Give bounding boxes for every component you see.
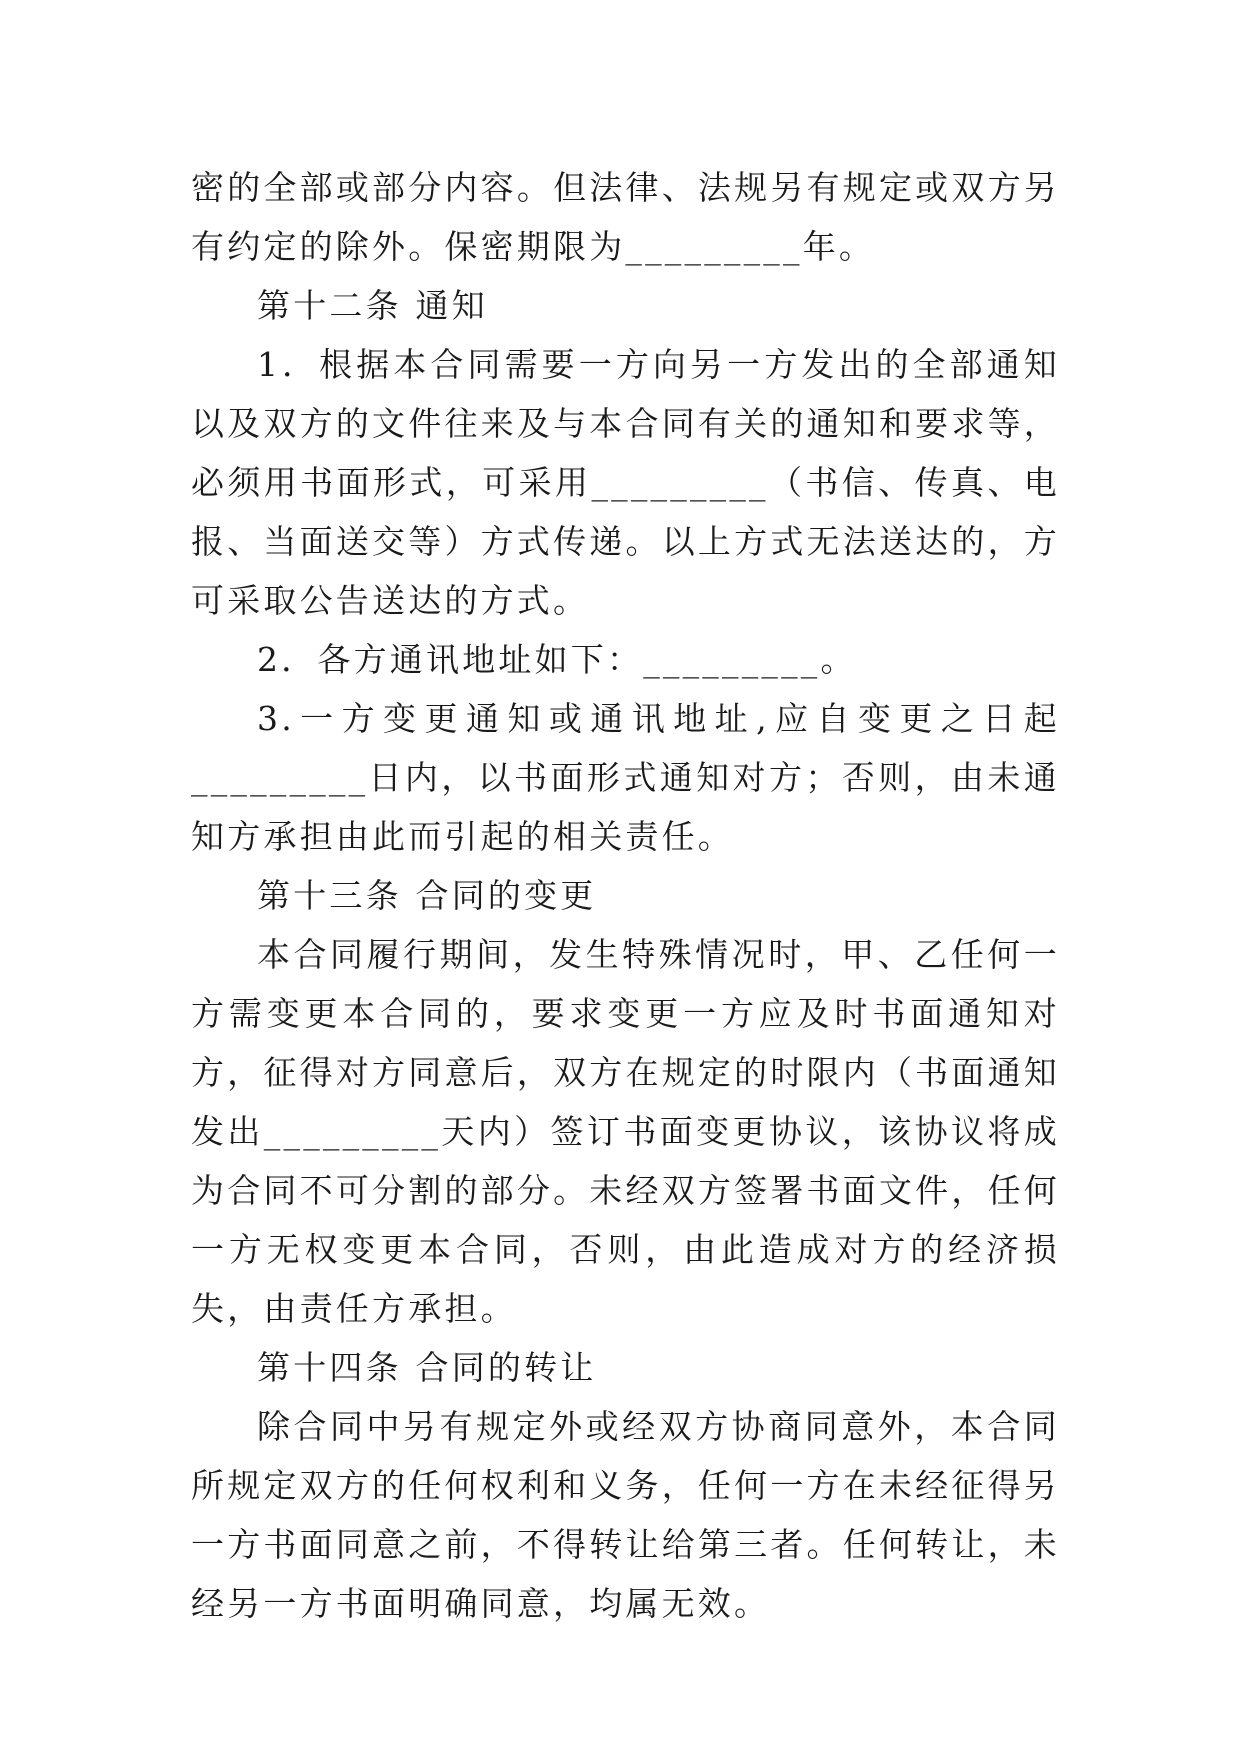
paragraph-confidentiality-continued: 密的全部或部分内容。但法律、法规另有规定或双方另有约定的除外。保密期限为_________年。 — [191, 168, 1060, 266]
paragraph-notice-1: 1．根据本合同需要一方向另一方发出的全部通知以及双方的文件往来及与本合同有关的通知和要求等，必须用书面形式，可采用_________（书信、传真、电报、当面送交等）方式传递。以上方式无法送达的，方可采取公告送达的方式。 — [191, 345, 1060, 620]
paragraph-notice-3: 3.一方变更通知或通讯地址,应自变更之日起_________日内，以书面形式通知对方；否则，由未通知方承担由此而引起的相关责任。 — [191, 699, 1060, 856]
document-body — [191, 158, 1060, 1633]
paragraph-notice-2: 2．各方通讯地址如下：_________。 — [257, 640, 857, 679]
heading-article-14: 第十四条 合同的转让 — [257, 1348, 597, 1387]
heading-article-13: 第十三条 合同的变更 — [257, 876, 597, 915]
paragraph-contract-transfer: 除合同中另有规定外或经双方协商同意外，本合同所规定双方的任何权利和义务，任何一方在未经征得另一方书面同意之前，不得转让给第三者。任何转让，未经另一方书面明确同意，均属无效。 — [191, 1407, 1060, 1623]
paragraph-contract-change: 本合同履行期间，发生特殊情况时，甲、乙任何一方需变更本合同的，要求变更一方应及时书面通知对方，征得对方同意后，双方在规定的时限内（书面通知发出_________天内）签订书面变更协议，该协议将成为合同不可分割的部分。未经双方签署书面文件，任何一方无权变更本合同，否则，由此造成对方的经济损失，由责任方承担。 — [191, 935, 1060, 1328]
heading-article-12: 第十二条 通知 — [257, 286, 488, 325]
